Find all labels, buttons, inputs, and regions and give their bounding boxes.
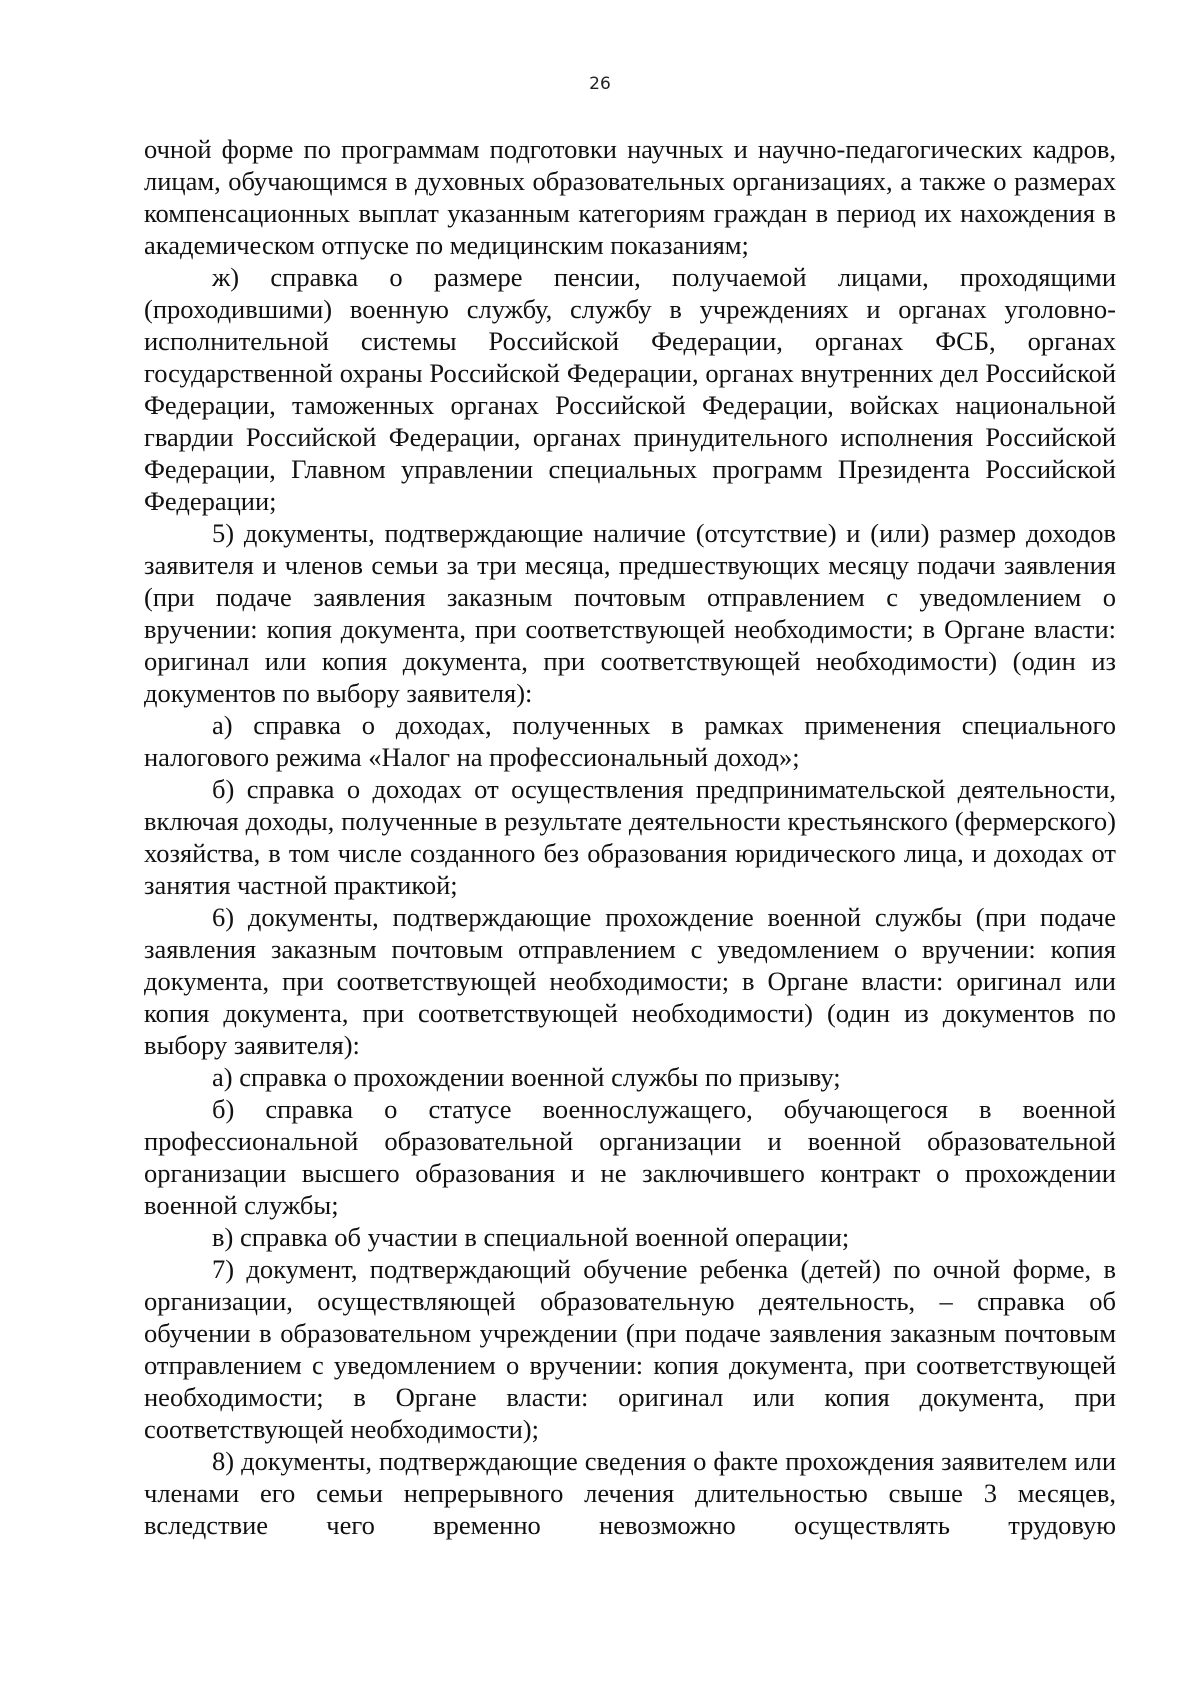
paragraph-subitem-6b: б) справка о статусе военнослужащего, обучающегося в военной профессиональной образовательной организации и военной образовательной организации высшего образования и не заключившего контракт о прохождении военной службы;	[144, 1094, 1116, 1220]
paragraph-subitem-6a: а) справка о прохождении военной службы по призыву;	[212, 1062, 841, 1092]
paragraph-item-8: 8) документы, подтверждающие сведения о факте прохождения заявителем или членами его семьи непрерывного лечения длительностью свыше 3 месяцев, вследствие чего временно невозможно осуществлять трудовую	[144, 1446, 1116, 1540]
paragraph-item-5: 5) документы, подтверждающие наличие (отсутствие) и (или) размер доходов заявителя и членов семьи за три месяца, предшествующих месяцу подачи заявления (при подаче заявления заказным почтовым отправлением с уведомлением о вручении: копия документа, при соответствующей необходимости; в Органе власти: оригинал или копия документа, при соответствующей необходимости) (один из документов по выбору заявителя):	[144, 518, 1116, 708]
paragraph-item-zh: ж) справка о размере пенсии, получаемой лицами, проходящими (проходившими) военную службу, службу в учреждениях и органах уголовно-исполнительной системы Российской Федерации, органах ФСБ, органах государственной охраны Российской Федерации, органах внутренних дел Российской Федерации, таможенных органах Российской Федерации, войсках национальной гвардии Российской Федерации, органах принудительного исполнения Российской Федерации, Главном управлении специальных программ Президента Российской Федерации;	[144, 262, 1116, 516]
paragraph-subitem-6v: в) справка об участии в специальной военной операции;	[212, 1222, 850, 1252]
page-number: 26	[589, 74, 611, 94]
paragraph-subitem-5b: б) справка о доходах от осуществления предпринимательской деятельности, включая доходы, полученные в результате деятельности крестьянского (фермерского) хозяйства, в том числе созданного без образования юридического лица, и доходах от занятия частной практикой;	[144, 774, 1116, 900]
paragraph-continuation: очной форме по программам подготовки научных и научно-педагогических кадров, лицам, обучающимся в духовных образовательных организациях, а также о размерах компенсационных выплат указанным категориям граждан в период их нахождения в академическом отпуске по медицинским показаниям;	[144, 134, 1116, 260]
paragraph-subitem-5a: а) справка о доходах, полученных в рамках применения специального налогового режима «Налог на профессиональный доход»;	[144, 710, 1116, 772]
paragraph-item-6: 6) документы, подтверждающие прохождение военной службы (при подаче заявления заказным почтовым отправлением с уведомлением о вручении: копия документа, при соответствующей необходимости; в Органе власти: оригинал или копия документа, при соответствующей необходимости) (один из документов по выбору заявителя):	[144, 902, 1116, 1060]
document-body	[144, 133, 1116, 1541]
paragraph-item-7: 7) документ, подтверждающий обучение ребенка (детей) по очной форме, в организации, осуществляющей образовательную деятельность, – справка об обучении в образовательном учреждении (при подаче заявления заказным почтовым отправлением с уведомлением о вручении: копия документа, при соответствующей необходимости; в Органе власти: оригинал или копия документа, при соответствующей необходимости);	[144, 1254, 1116, 1444]
